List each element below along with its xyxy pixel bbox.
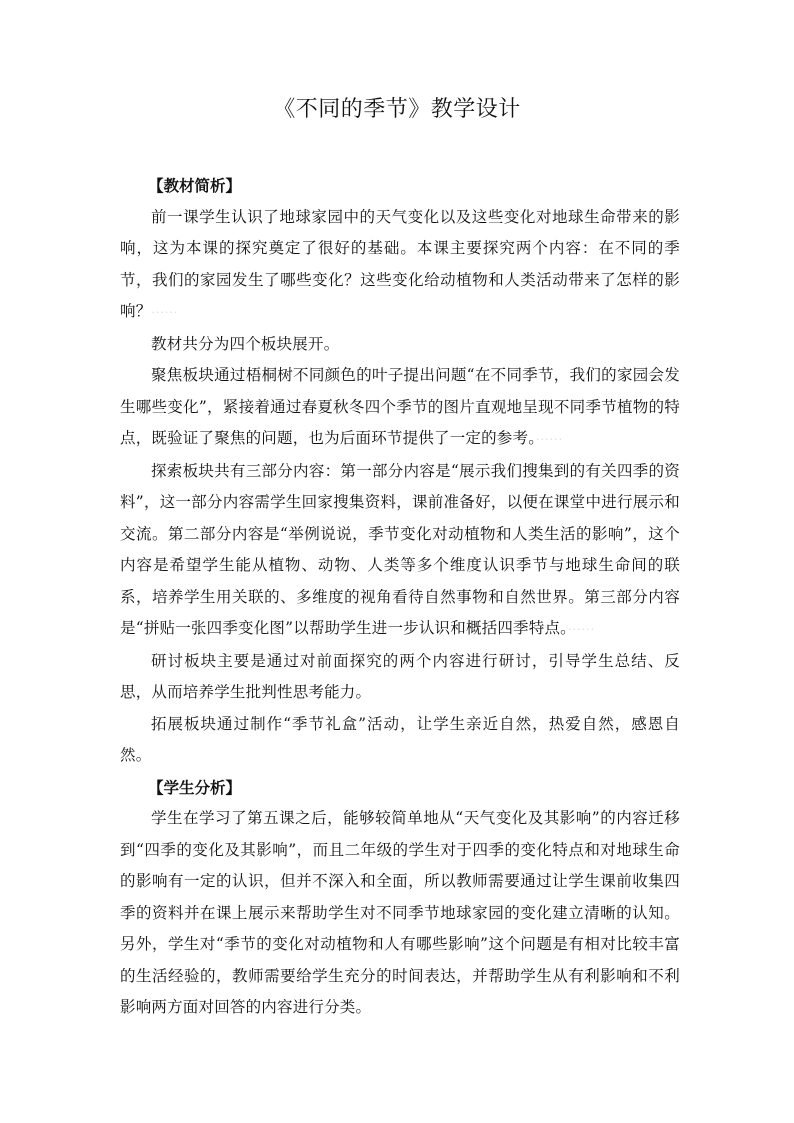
paragraph: 学生在学习了第五课之后，能够较简单地从“天气变化及其影响”的内容迁移到“四季的变化及其影响”，而且二年级的学生对于四季的变化特点和对地球生命的影响有一定的认识，但并不深入和全面，所以教师需要通过让学生课前收集四季的资料并在课上展示来帮助学生对不同季节地球家园的变化建立清晰的认知。另外，学生对“季节的变化对动植物和人有哪些影响”这个问题是有相对比较丰富的生活经验的，教师需要给学生充分的时间表达，并帮助学生从有利影响和不利影响两方面对回答的内容进行分类。 <box>120 809 680 1016</box>
decorative-dots: ······ <box>151 306 179 319</box>
paragraph: 聚焦板块通过梧桐树不同颜色的叶子提出问题“在不同季节，我们的家园会发生哪些变化”，紧接着通过春夏秋冬四个季节的图片直观地呈现不同季节植物的特点，既验证了聚焦的问题，也为后面环节提供了一定的参考。······ <box>120 366 680 447</box>
paragraph: 前一课学生认识了地球家园中的天气变化以及这些变化对地球生命带来的影响，这为本课的探究奠定了很好的基础。本课主要探究两个内容：在不同的季节，我们的家园发生了哪些变化？这些变化给动植物和人类活动带来了怎样的影响？······ <box>120 207 680 320</box>
paragraph: 教材共分为四个板块展开。 <box>151 334 340 353</box>
document-title: 《不同的季节》教学设计 <box>273 97 521 122</box>
paragraph: 拓展板块通过制作“季节礼盒”活动，让学生亲近自然，热爱自然，感恩自然。 <box>120 714 680 764</box>
section-heading-student-analysis: 【学生分析】 <box>148 777 242 797</box>
document-body <box>120 170 680 1024</box>
paragraph: 研讨板块主要是通过对前面探究的两个内容进行研讨，引导学生总结、反思，从而培养学生批判性思考能力。 <box>120 651 680 701</box>
decorative-dots: ······ <box>536 433 564 446</box>
decorative-dots: ······ <box>568 623 596 636</box>
section-heading-textbook-analysis: 【教材简析】 <box>148 176 242 195</box>
paragraph: 探索板块共有三部分内容：第一部分内容是“展示我们搜集到的有关四季的资料”，这一部分内容需学生回家搜集资料，课前准备好，以便在课堂中进行展示和交流。第二部分内容是“举例说说，季节变化对动植物和人类生活的影响”，这个内容是希望学生能从植物、动物、人类等多个维度认识季节与地球生命间的联系，培养学生用关联的、多维度的视角看待自然事物和自然世界。第三部分内容是“拼贴一张四季变化图”以帮助学生进一步认识和概括四季特点。······ <box>120 461 680 637</box>
